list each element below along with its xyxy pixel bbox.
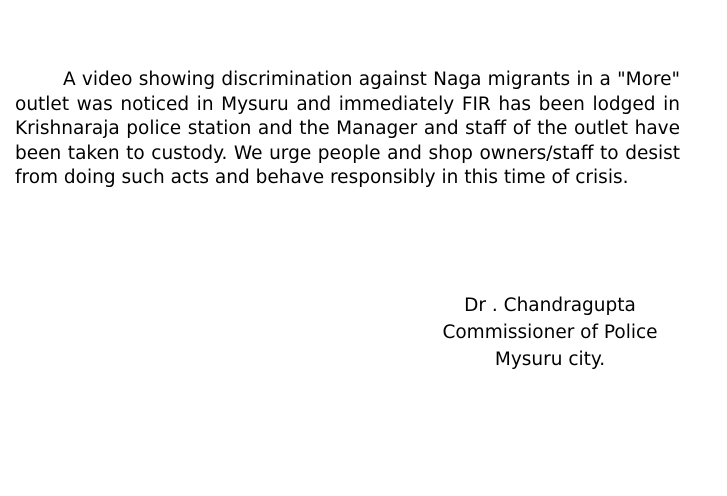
signatory-designation: Commissioner of Police <box>442 322 658 343</box>
signatory-location: Mysuru city. <box>494 349 606 370</box>
signature-block <box>420 292 680 373</box>
signatory-name: Dr . Chandragupta <box>464 295 636 316</box>
statement-paragraph: A video showing discrimination against Naga migrants in a "More" outlet was noticed in Mysuru and immediately FIR has been lodged in Krishnaraja police station and the Manager and staff of the outlet have been taken to custody. We urge people and shop owners/staff to desist from doing such acts and behave responsibly in this time of crisis. <box>15 69 680 188</box>
